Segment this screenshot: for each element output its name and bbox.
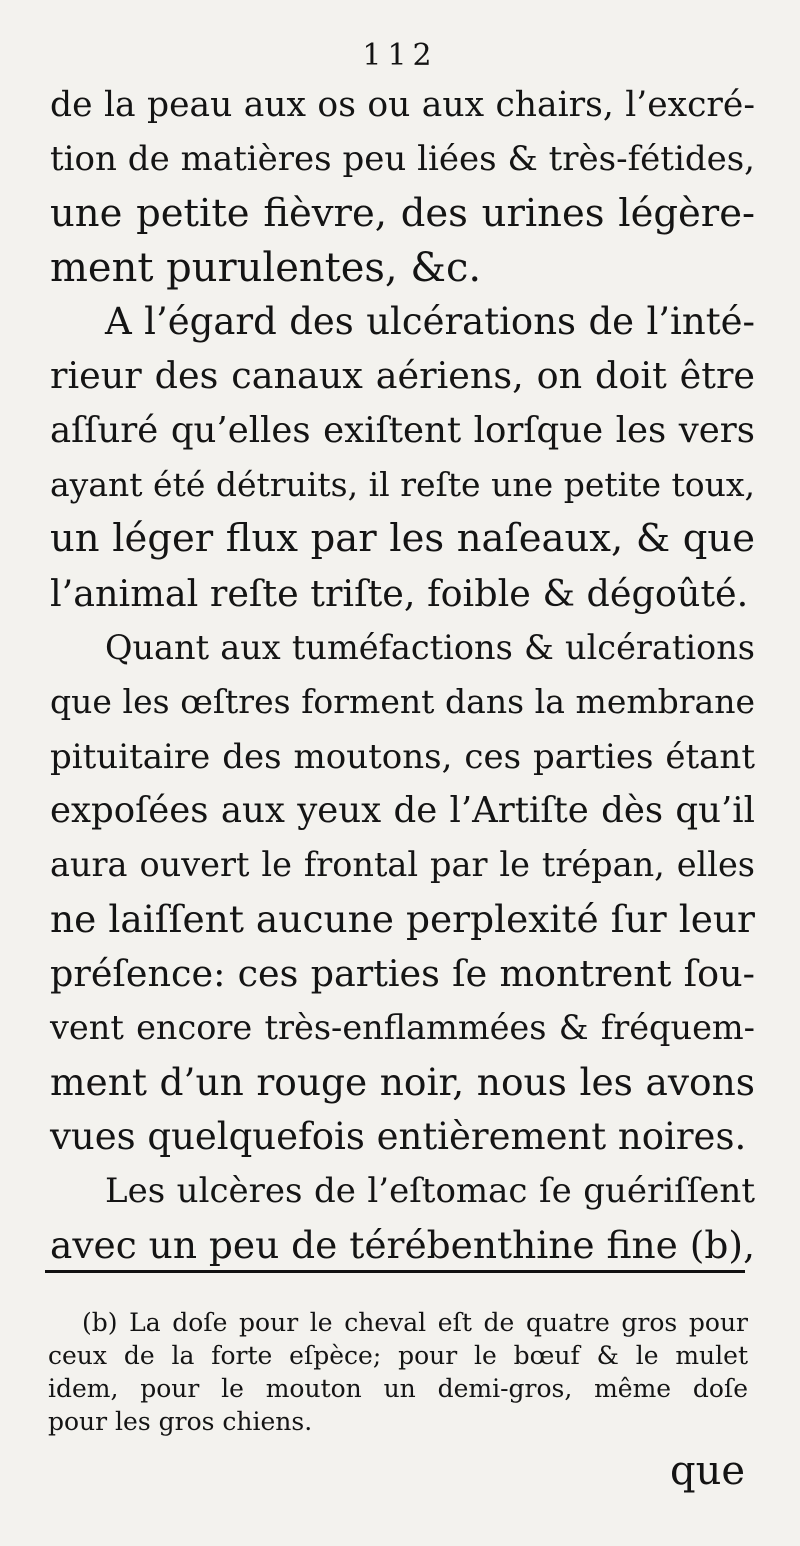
footnote-line: ceux de la forte eſpèce; pour le bœuf & le mulet [48,1341,748,1370]
footnote-divider [45,1270,745,1273]
text-line: ayant été détruits, il reſte une petite toux, [50,465,755,505]
catchword: que [670,1448,746,1494]
text-line: aura ouvert le frontal par le trépan, elles [50,845,755,885]
footnote-line: (b) La doſe pour le cheval eſt de quatre gros pour [82,1308,748,1337]
text-line: vues quelquefois entièrement noires. [50,1114,747,1158]
text-line: ment d’un rouge noir, nous les avons [50,1060,755,1105]
text-line: ne laiſſent aucune perplexité ſur leur [50,897,755,942]
footnote [48,1306,748,1438]
footnote-line: pour les gros chiens. [48,1407,313,1436]
text-line: A l’égard des ulcérations de l’inté- [105,300,755,344]
text-line: rieur des canaux aériens, on doit être [50,354,755,398]
text-line: expoſées aux yeux de l’Artiſte dès qu’il [50,789,755,831]
text-line: de la peau aux os ou aux chairs, l’excré- [50,85,755,125]
text-line: tion de matières peu liées & très-fétides, [50,139,755,180]
text-line: que les œſtres forment dans la membrane [50,682,755,722]
text-line: un léger flux par les naſeaux, & que [50,516,755,562]
body-text [50,78,755,1273]
text-line: aſſuré qu’elles exiſtent lorſque les vers [50,409,755,451]
text-line: pituitaire des moutons, ces parties étant [50,736,755,777]
text-line: avec un peu de térébenthine fine (b), [50,1223,755,1268]
text-line: préſence: ces parties ſe montrent ſou- [50,951,755,995]
text-line: l’animal reſte triſte, foible & dégoûté. [50,571,749,615]
text-line: Quant aux tuméfactions & ulcérations [105,627,755,667]
page-number: 112 [362,38,438,73]
text-line: ment purulentes, &c. [50,244,482,291]
text-line: vent encore très-enflammées & fréquem- [50,1008,755,1048]
text-line: une petite fièvre, des urines légère- [50,190,755,236]
text-line: Les ulcères de l’eſtomac ſe guériſſent [105,1170,755,1211]
footnote-line: idem, pour le mouton un demi-gros, même doſe [48,1374,748,1403]
